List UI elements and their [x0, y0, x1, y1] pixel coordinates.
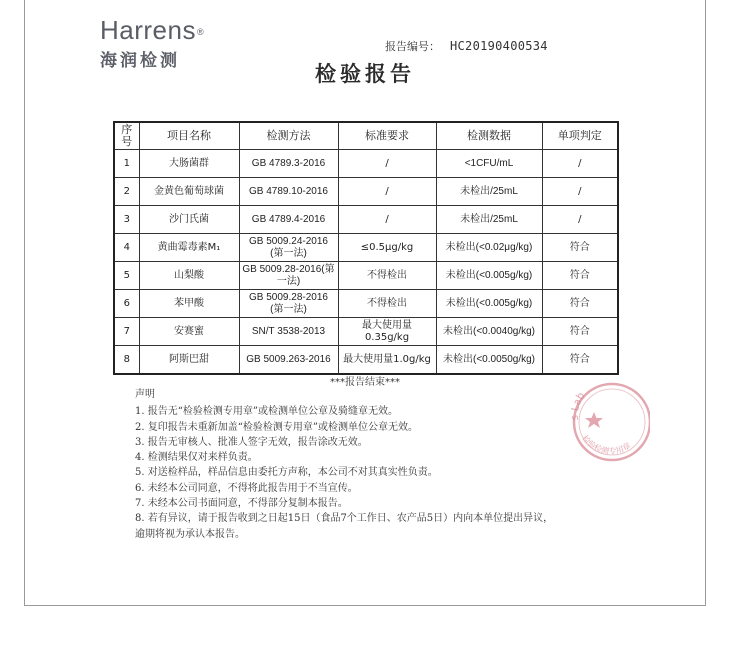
- cell-index: 3: [114, 206, 139, 234]
- statement-line: 6. 未经本公司同意，不得将此报告用于不当宣传。: [135, 482, 358, 494]
- report-number: [385, 38, 548, 54]
- cell-item: 大肠菌群: [139, 150, 239, 178]
- cell-method: GB 4789.3-2016: [239, 150, 338, 178]
- table-row: [114, 150, 618, 178]
- col-header-result: 检测数据: [436, 122, 542, 150]
- cell-item: 山梨酸: [139, 262, 239, 290]
- cell-item: 安赛蜜: [139, 318, 239, 346]
- page-title: 检验报告: [315, 62, 415, 86]
- table-row: [114, 178, 618, 206]
- seal-text-bottom: 检验检测专用章: [580, 433, 633, 456]
- cell-standard: ≤0.5μg/kg: [338, 234, 436, 262]
- cell-standard: 不得检出: [338, 290, 436, 318]
- cell-item: 金黄色葡萄球菌: [139, 178, 239, 206]
- cell-method: GB 4789.10-2016: [239, 178, 338, 206]
- registered-mark: ®: [196, 27, 205, 37]
- cell-standard: /: [338, 178, 436, 206]
- cell-item: 苯甲酸: [139, 290, 239, 318]
- logo-chinese: 海润检测: [100, 51, 180, 71]
- cell-standard: 不得检出: [338, 262, 436, 290]
- report-number-value: HC20190400534: [450, 39, 548, 53]
- cell-judgement: 符合: [542, 262, 618, 290]
- cell-judgement: 符合: [542, 346, 618, 375]
- statement-line: 2. 复印报告未重新加盖“检验检测专用章”或检测单位公章无效。: [135, 421, 418, 433]
- table-row: [114, 234, 618, 262]
- table-header-row: [114, 122, 618, 150]
- cell-judgement: 符合: [542, 318, 618, 346]
- report-end-mark: ***报告结束***: [330, 377, 400, 388]
- cell-index: 2: [114, 178, 139, 206]
- cell-result: 未检出(<0.005g/kg): [436, 262, 542, 290]
- cell-index: 6: [114, 290, 139, 318]
- cell-index: 8: [114, 346, 139, 375]
- cell-result: <1CFU/mL: [436, 150, 542, 178]
- cell-result: 未检出(<0.0040g/kg): [436, 318, 542, 346]
- cell-index: 4: [114, 234, 139, 262]
- cell-result: 未检出(<0.0050g/kg): [436, 346, 542, 375]
- cell-index: 5: [114, 262, 139, 290]
- cell-index: 1: [114, 150, 139, 178]
- cell-judgement: /: [542, 206, 618, 234]
- cell-result: 未检出/25mL: [436, 178, 542, 206]
- statement-line: 4. 检测结果仅对来样负责。: [135, 452, 258, 464]
- table-row: [114, 318, 618, 346]
- cell-method: GB 4789.4-2016: [239, 206, 338, 234]
- cell-item: 沙门氏菌: [139, 206, 239, 234]
- col-header-standard: 标准要求: [338, 122, 436, 150]
- cell-standard: 最大使用量1.0g/kg: [338, 346, 436, 375]
- cell-judgement: 符合: [542, 234, 618, 262]
- cell-standard: 最大使用量0.35g/kg: [338, 318, 436, 346]
- statement-heading: 声明: [135, 389, 155, 400]
- col-header-judgement: 单项判定: [542, 122, 618, 150]
- col-header-item: 项目名称: [139, 122, 239, 150]
- results-table: [113, 121, 619, 375]
- table-row: [114, 346, 618, 375]
- cell-result: 未检出/25mL: [436, 206, 542, 234]
- table-row: [114, 262, 618, 290]
- cell-standard: /: [338, 206, 436, 234]
- svg-text:s Lab: [570, 391, 588, 421]
- cell-method: GB 5009.263-2016: [239, 346, 338, 375]
- table-row: [114, 290, 618, 318]
- statement-line: 3. 报告无审核人、批准人签字无效，报告涂改无效。: [135, 436, 368, 448]
- statement-line: 7. 未经本公司书面同意，不得部分复制本报告。: [135, 498, 348, 510]
- statement-line: 逾期将视为承认本报告。: [135, 528, 245, 540]
- col-header-method: 检测方法: [239, 122, 338, 150]
- cell-result: 未检出(<0.005g/kg): [436, 290, 542, 318]
- cell-judgement: /: [542, 178, 618, 206]
- statement-section: [135, 387, 553, 542]
- report-number-label: 报告编号：: [385, 40, 440, 53]
- cell-judgement: /: [542, 150, 618, 178]
- cell-standard: /: [338, 150, 436, 178]
- cell-judgement: 符合: [542, 290, 618, 318]
- seal-star-icon: [585, 412, 603, 428]
- cell-index: 7: [114, 318, 139, 346]
- table-row: [114, 206, 618, 234]
- cell-item: 黄曲霉毒素M₁: [139, 234, 239, 262]
- statement-line: 1. 报告无“检验检测专用章”或检测单位公章及骑缝章无效。: [135, 406, 398, 418]
- cell-method: SN/T 3538-2013: [239, 318, 338, 346]
- statement-line: 8. 若有异议，请于报告收到之日起15日（食品7个工作日、农产品5日）内向本单位提出异议，: [135, 513, 554, 525]
- cell-method: GB 5009.28-2016(第一法): [239, 262, 338, 290]
- col-header-index: 序号: [114, 122, 139, 150]
- cell-method: GB 5009.24-2016 (第一法): [239, 234, 338, 262]
- cell-item: 阿斯巴甜: [139, 346, 239, 375]
- seal-text-top: s Lab: [569, 390, 588, 421]
- statement-line: 5. 对送检样品，样品信息由委托方声称，本公司不对其真实性负责。: [135, 467, 438, 479]
- official-seal: [566, 372, 650, 468]
- cell-method: GB 5009.28-2016 (第一法): [239, 290, 338, 318]
- logo-english: Harrens®: [100, 15, 205, 45]
- cell-result: 未检出(<0.02μg/kg): [436, 234, 542, 262]
